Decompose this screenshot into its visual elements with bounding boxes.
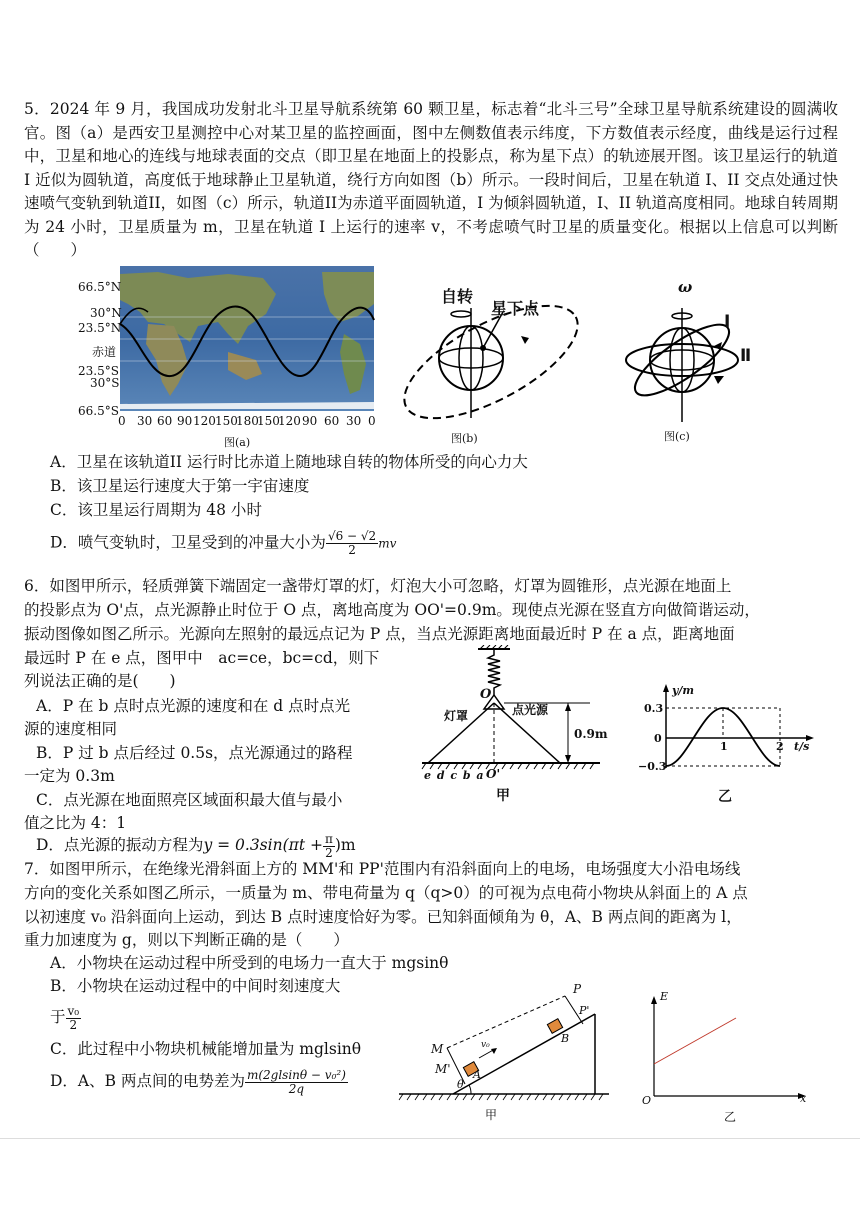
figure-caption: 乙: [724, 1110, 737, 1124]
rotation-label: 自转: [441, 287, 474, 306]
fraction-denominator: 2q: [288, 1081, 305, 1096]
fraction-denominator: 2: [348, 543, 356, 557]
option-b-text: 于: [50, 1008, 66, 1026]
lon-label: 90: [177, 414, 193, 428]
page-divider: [0, 1138, 860, 1139]
label-m: M: [431, 1042, 444, 1056]
q6-figure-jia: [418, 645, 618, 805]
label-origin: O: [642, 1094, 652, 1107]
option-d-text: D．喷气变轨时，卫星受到的冲量大小为: [50, 533, 326, 552]
omega-label: ω: [678, 278, 693, 296]
figure-caption: 图(c): [664, 430, 690, 443]
label-o-prime: O': [486, 767, 501, 781]
impulse-fraction: [326, 530, 378, 557]
fraction-numerator: m(2glsinθ − v₀²): [246, 1067, 346, 1082]
lon-label: 0: [118, 414, 126, 428]
q7-figure-yi: [636, 990, 816, 1126]
lon-label: 120: [193, 414, 216, 428]
lon-label: 60: [157, 414, 173, 428]
q5-figure-c: [620, 276, 800, 450]
subsatellite-label: 星下点: [491, 299, 540, 318]
lat-label: 66.5°S: [78, 404, 119, 418]
lon-label: 60: [324, 414, 340, 428]
lat-label: 66.5°N: [78, 280, 122, 294]
q6-line: 6．如图甲所示，轻质弹簧下端固定一盏带灯罩的灯，灯泡大小可忽略，灯罩为圆锥形，点光源在地面上: [24, 577, 732, 595]
label-v0: v₀: [481, 1040, 490, 1050]
q5-option-c: C．该卫星运行周期为 48 小时: [50, 501, 262, 519]
velocity-fraction: [66, 1005, 82, 1032]
lat-label: 23.5°S: [78, 364, 119, 378]
label-p-prime: P': [579, 1004, 590, 1017]
q7-option-b: B．小物块在运动过程中的中间时刻速度大: [50, 977, 341, 995]
q5-option-a: A．卫星在该轨道II 运行时比赤道上随地球自转的物体所受的向心力大: [50, 453, 528, 471]
field-strength-graph: [636, 990, 816, 1126]
lat-label: 赤道: [92, 345, 117, 359]
lon-label: 30: [137, 414, 153, 428]
t-tick-1: 1: [720, 740, 728, 753]
option-d-text: D．点光源的振动方程为: [36, 836, 204, 854]
option-d-unit: mv: [378, 536, 397, 551]
lon-label: 180: [236, 414, 259, 428]
q6-line: 的投影点为 O'点，点光源静止时位于 O 点，离地高度为 OO'=0.9m。现使点光源在竖直方向做简谐运动，: [24, 601, 760, 619]
fraction-numerator: v₀: [67, 1003, 80, 1018]
fraction-numerator: √6 − √2: [327, 529, 377, 543]
q7-option-a: A．小物块在运动过程中所受到的电场力一直大于 mgsinθ: [50, 954, 449, 972]
fraction-denominator: 2: [325, 845, 333, 860]
q6-option-b: 一定为 0.3m: [24, 767, 115, 785]
q6-option-a: 源的速度相同: [24, 720, 118, 738]
figure-caption: 图(a): [224, 436, 251, 449]
orbit-transfer-diagram: [620, 276, 800, 450]
option-d-text: D．A、B 两点间的电势差为: [50, 1072, 245, 1090]
fraction-numerator: π: [324, 831, 333, 846]
label-theta: θ: [457, 1078, 464, 1091]
label-o: O: [480, 687, 492, 702]
q7-line: 方向的变化关系如图乙所示，一质量为 m、带电荷量为 q（q>0）的可视为点电荷小物块从斜面上的 A 点: [24, 884, 748, 902]
label-light-source: 点光源: [512, 703, 549, 717]
q7-figure-jia: [395, 982, 615, 1124]
orbit-1-label: I: [724, 312, 731, 332]
equation-unit: )m: [334, 836, 356, 854]
lon-label: 150: [257, 414, 280, 428]
label-p: P: [573, 982, 582, 996]
q6-option-b: B．P 过 b 点后经过 0.5s，点光源通过的路程: [36, 744, 353, 762]
oscillation-equation: y = 0.3sin(πt +: [203, 836, 323, 854]
label-e: E: [660, 990, 669, 1003]
figure-caption: 乙: [718, 789, 732, 805]
q6-line: 列说法正确的是( ): [24, 672, 176, 690]
q6-figure-yi: [636, 682, 836, 806]
q6-option-c: C．点光源在地面照亮区域面积最大值与最小: [36, 791, 343, 809]
q7-line: 重力加速度为 g，则以下判断正确的是（ ）: [24, 931, 349, 949]
q6-option-a: A．P 在 b 点时点光源的速度和在 d 点时点光: [36, 697, 351, 715]
q7-option-b: [50, 1000, 81, 1034]
label-ground-points: e d c b a: [424, 769, 485, 782]
q5-stem: 5．2024 年 9 月，我国成功发射北斗卫星导航系统第 60 颗卫星，标志着“北斗三号”全球卫星导航系统建设的圆满收官。图（a）是西安卫星测控中心对某卫星的监控画面，图中左侧数值表示纬度，下方数值表示经度，曲线是运行过程中，卫星和地心的连线与地球表面的交点（即卫星在地面上的投影点，称为星下点）的轨迹展开图。该卫星运行的轨道 I 近似为圆轨道，高度低于地球静止卫星轨道，绕行方向如图（b）所示。一段时间后，卫星在轨道 I、II 交点处通过快速喷气变轨到轨道II，如图（c）所示，轨道II为赤道平面圆轨道，I 为倾斜圆轨道，I、II 轨道高度相同。地球自转周期为 24 小时，卫星质量为 m，卫星在轨道 I 上运行的速率 v，不考虑喷气时卫星的质量变化。根据以上信息可以判断（ ）: [24, 100, 838, 259]
t-tick-2: 2: [776, 740, 784, 753]
t-axis-label: t/s: [794, 740, 810, 753]
lon-label: 0: [368, 414, 376, 428]
lon-label: 30: [346, 414, 362, 428]
figure-caption: 图(b): [451, 432, 478, 445]
fraction-denominator: 2: [69, 1017, 78, 1032]
q6-line: 振动图像如图乙所示。光源向左照射的最远点记为 P 点，当点光源距离地面最近时 P 在 a 点，距离地面: [24, 625, 735, 643]
lon-label: 90: [302, 414, 318, 428]
y-tick-bottom: −0.3: [638, 760, 667, 773]
orbit-2-label: Ⅱ: [740, 346, 752, 366]
q6-option-c: 值之比为 4：1: [24, 814, 127, 832]
label-b: B: [561, 1032, 570, 1045]
q5-figure-a: [78, 264, 388, 454]
label-x: x: [800, 1092, 807, 1105]
lon-label: 120: [278, 414, 301, 428]
figure-caption: 甲: [485, 1108, 498, 1122]
lon-label: 150: [215, 414, 238, 428]
phase-fraction: [323, 833, 335, 860]
label-m-prime: M': [435, 1062, 451, 1076]
q7-option-c: C．此过程中小物块机械能增加量为 mglsinθ: [50, 1040, 362, 1058]
lat-label: 23.5°N: [78, 321, 122, 335]
y-tick-top: 0.3: [644, 702, 664, 715]
q5-figure-b: [395, 278, 605, 450]
q5-option-d: [50, 530, 396, 557]
lat-label: 30°N: [90, 306, 122, 320]
y-tick-zero: 0: [654, 732, 662, 745]
figure-caption: 甲: [496, 788, 510, 804]
potential-fraction: [245, 1069, 348, 1096]
lat-label: 30°S: [90, 376, 120, 390]
q7-option-d: [50, 1064, 348, 1098]
label-height: 0.9m: [574, 727, 608, 741]
y-axis-label: y/m: [672, 684, 695, 697]
label-a: A: [473, 1068, 481, 1081]
q5-option-b: B．该卫星运行速度大于第一宇宙速度: [50, 477, 310, 495]
q6-option-d: [36, 830, 356, 860]
q7-line: 以初速度 v₀ 沿斜面向上运动，到达 B 点时速度恰好为零。已知斜面倾角为 θ，A、B 两点间的距离为 l，: [24, 908, 742, 926]
q7-line: 7．如图甲所示，在绝缘光滑斜面上方的 MM'和 PP'范围内有沿斜面向上的电场，电场强度大小沿电场线: [24, 860, 741, 878]
label-lampshade: 灯罩: [444, 709, 469, 723]
q6-line: 最远时 P 在 e 点，图甲中 ac=ce，bc=cd，则下: [24, 649, 380, 667]
